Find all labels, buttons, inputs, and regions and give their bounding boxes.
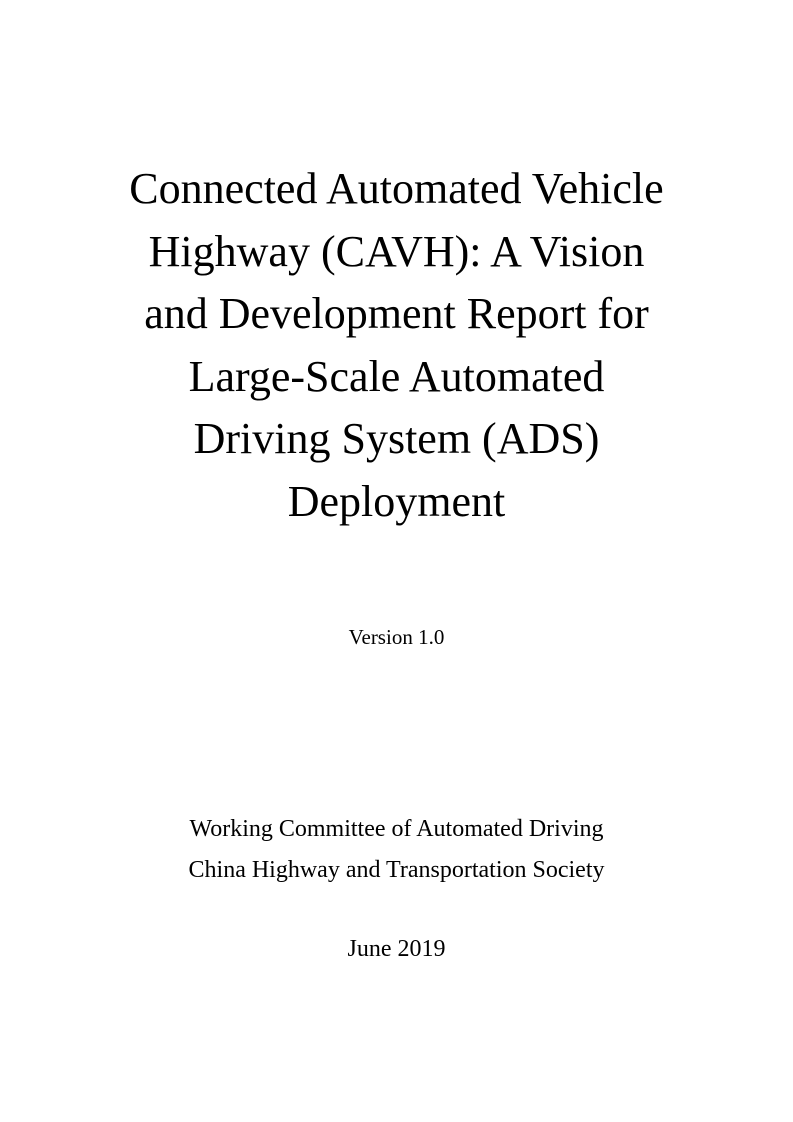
publication-date: June 2019 xyxy=(347,936,446,962)
title-line: Large-Scale Automated xyxy=(188,351,605,401)
title-line: Deployment xyxy=(287,476,506,526)
version-label: Version 1.0 xyxy=(348,625,445,649)
organization-line: China Highway and Transportation Society xyxy=(188,857,605,883)
title-line: Connected Automated Vehicle xyxy=(129,164,664,213)
organization xyxy=(0,809,793,891)
title-line: and Development Report for xyxy=(144,289,649,338)
title-line: Highway (CAVH): A Vision xyxy=(148,226,645,276)
organization-line: Working Committee of Automated Driving xyxy=(189,816,604,842)
document-title xyxy=(0,158,793,533)
title-line: Driving System (ADS) xyxy=(193,414,600,463)
